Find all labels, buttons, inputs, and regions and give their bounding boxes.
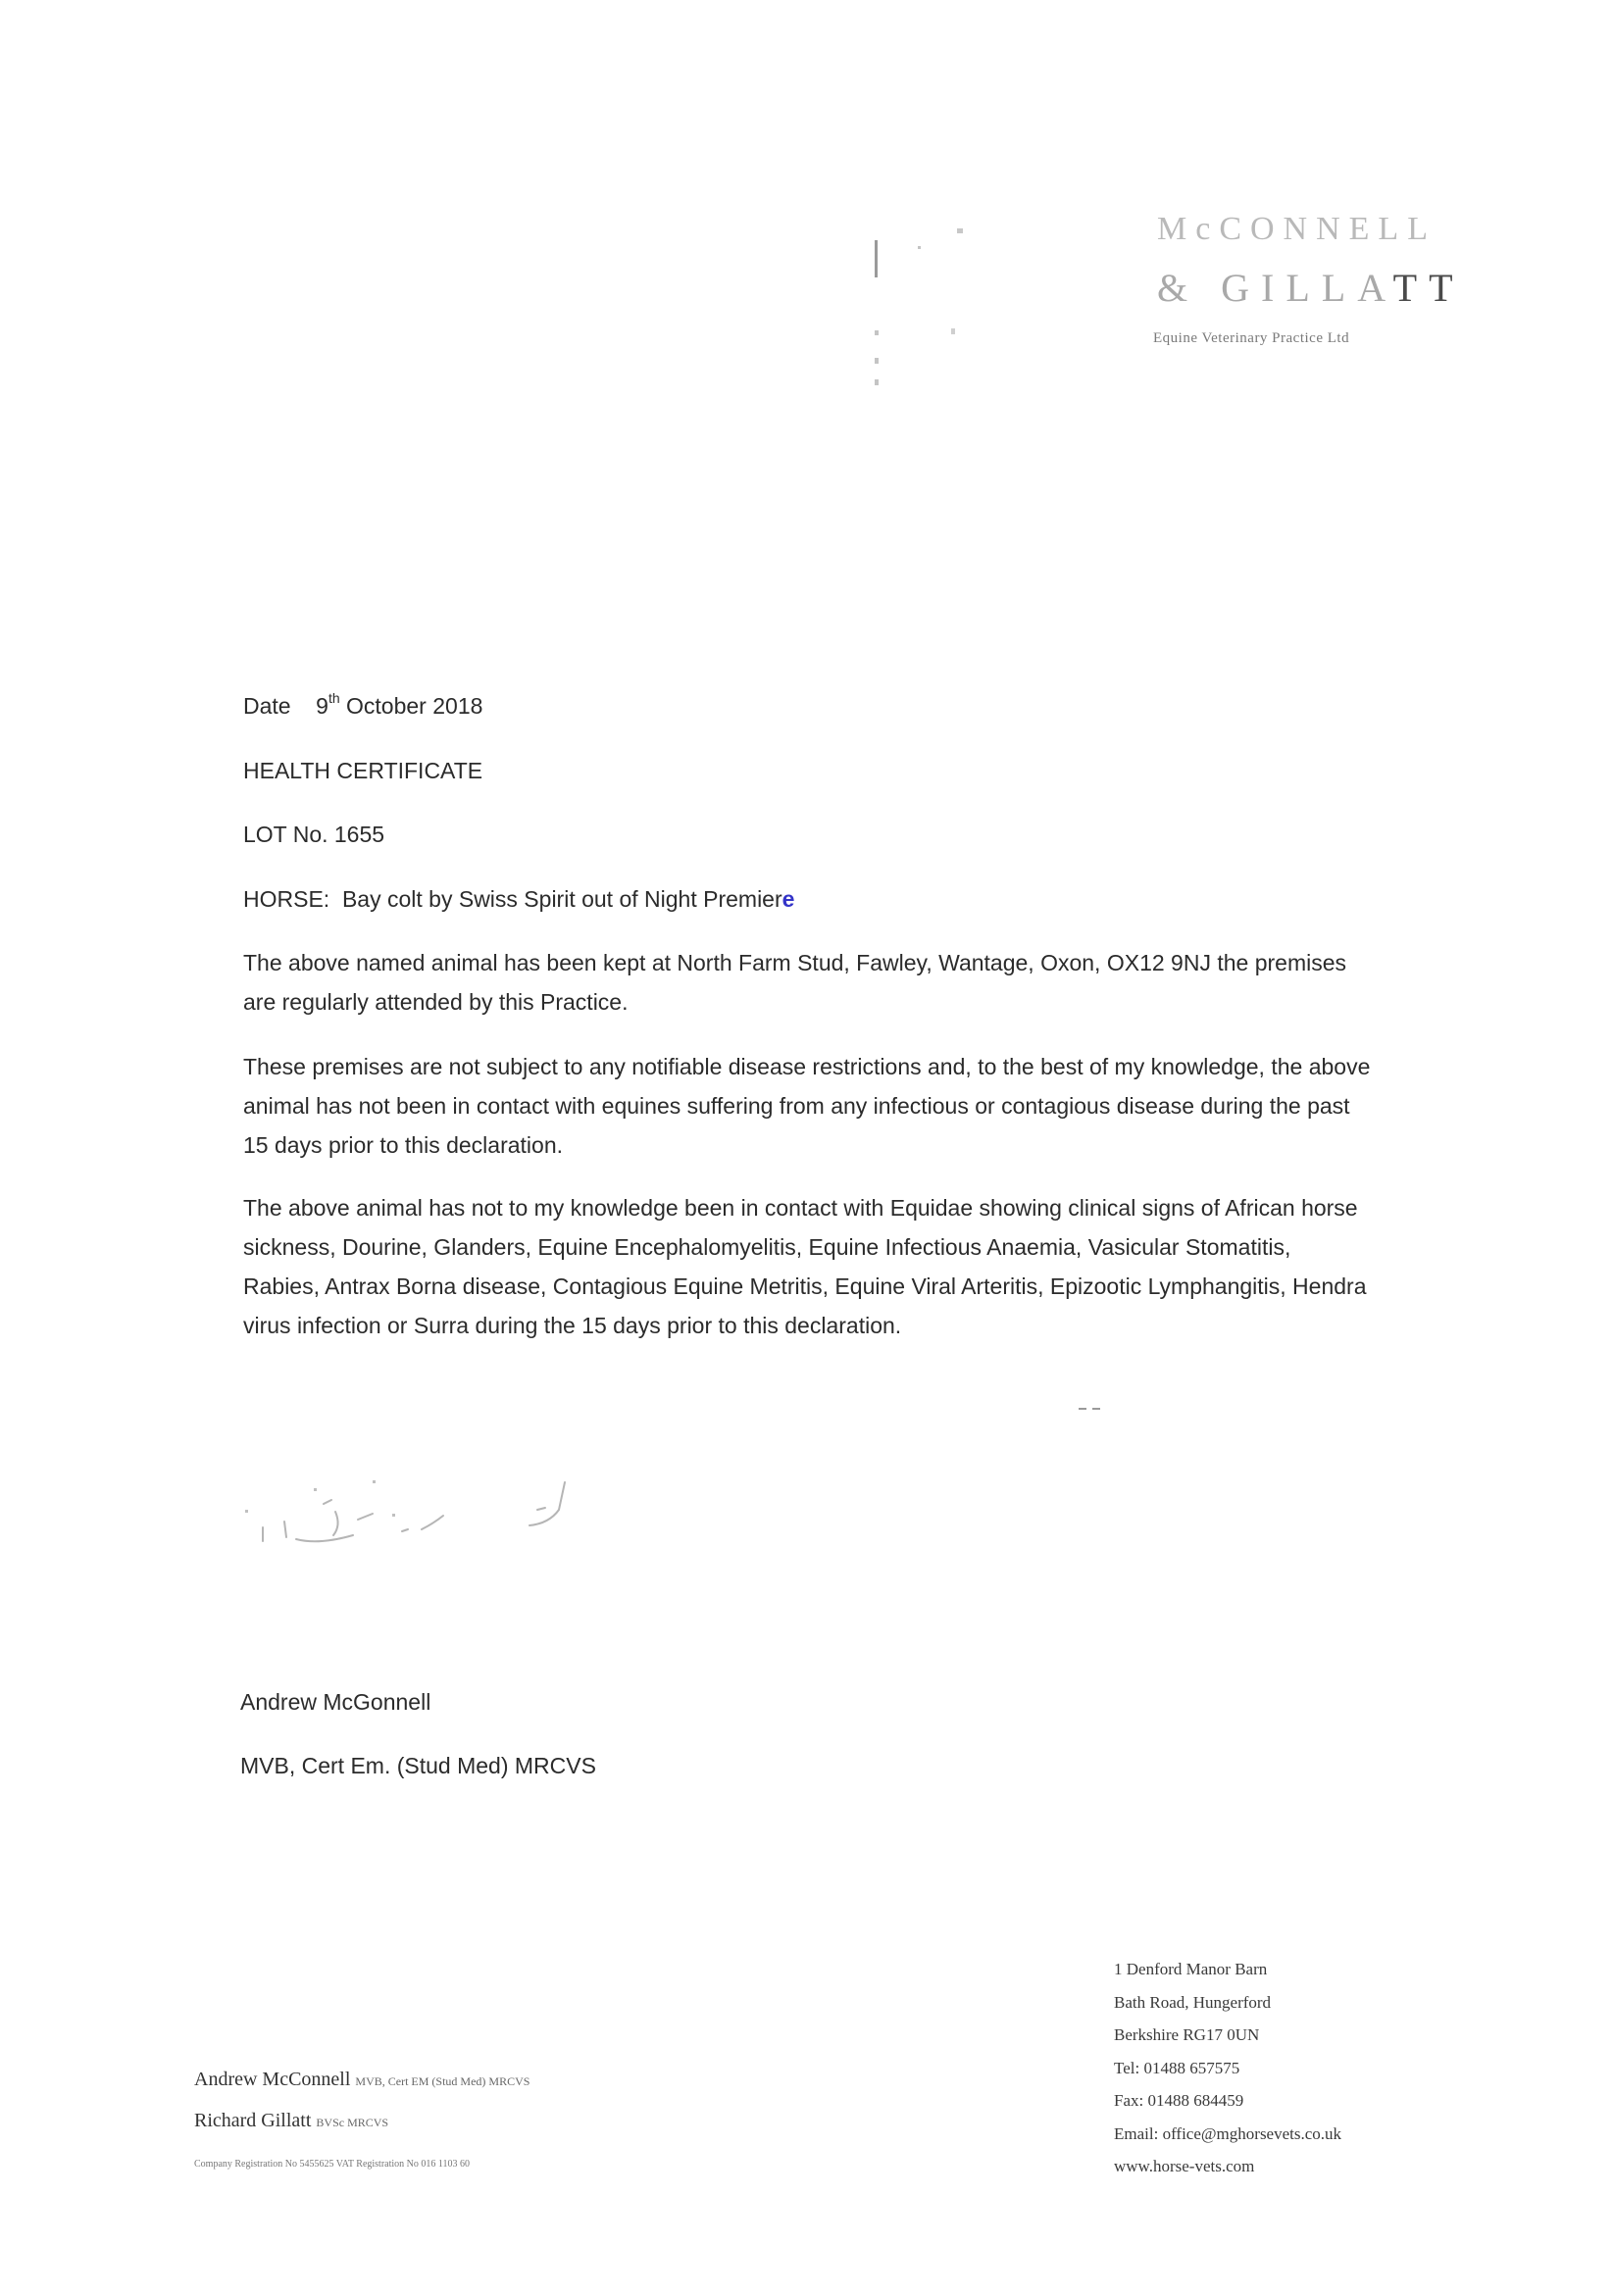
paragraph-premises: The above named animal has been kept at North Farm Stud, Fawley, Wantage, Oxon, OX12 9NJ the premises are regularly attended by this Practice. <box>243 950 1347 1015</box>
date-suffix: th <box>328 690 340 706</box>
website-line: www.horse-vets.com <box>1114 2157 1255 2175</box>
logo-tagline: Equine Veterinary Practice Ltd <box>1153 330 1350 346</box>
signature-icon <box>226 1471 686 1578</box>
paragraph-restrictions: These premises are not subject to any notifiable disease restrictions and, to the best of my knowledge, the above animal has not been in contact with equines suffering from any infectious or contagious disease during the past 15 days prior to this declaration. <box>243 1054 1371 1158</box>
certificate-heading: HEALTH CERTIFICATE <box>243 758 483 783</box>
footer-partner-2-quals: BVSc MRCVS <box>316 2116 389 2129</box>
footer-partner-1-name: Andrew McConnell <box>194 2069 351 2090</box>
email-line: Email: office@mghorsevets.co.uk <box>1114 2123 1342 2143</box>
logo-name-line-2-strong: TT <box>1392 266 1465 310</box>
footer-partner-1-quals: MVB, Cert EM (Stud Med) MRCVS <box>355 2074 530 2088</box>
footer-address-block <box>1114 1953 1341 2183</box>
logo-name-line-1: McCONNELL <box>1157 211 1437 247</box>
fax-line: Fax: 01488 684459 <box>1114 2091 1244 2110</box>
horse-description-last-letter: e <box>781 886 795 912</box>
horse-description: Bay colt by Swiss Spirit out of Night Premier <box>341 886 782 912</box>
lot-number: LOT No. 1655 <box>243 822 385 847</box>
address-line: Berkshire RG17 0UN <box>1114 2025 1260 2044</box>
footer-partner-2 <box>194 2110 388 2132</box>
horse-line <box>243 879 794 919</box>
date-rest: October 2018 <box>346 693 483 719</box>
signatory-qualifications: MVB, Cert Em. (Stud Med) MRCVS <box>240 1753 596 1778</box>
horse-label: HORSE: <box>243 886 330 912</box>
footer-partner-1 <box>194 2069 529 2091</box>
footer-registration: Company Registration No 5455625 VAT Registration No 016 1103 60 <box>194 2159 471 2170</box>
address-line: Bath Road, Hungerford <box>1114 1992 1272 2012</box>
signatory-name: Andrew McGonnell <box>240 1689 431 1715</box>
date-label: Date <box>243 693 291 719</box>
date-line <box>243 686 482 728</box>
mark-ticks-icon <box>1077 1404 1106 1414</box>
address-line: 1 Denford Manor Barn <box>1114 1960 1268 1978</box>
date-day: 9 <box>316 693 328 719</box>
logo-name-line-2-faint: & GILLA <box>1157 266 1393 310</box>
footer-partner-2-name: Richard Gillatt <box>194 2110 312 2131</box>
logo-name-line-2 <box>1157 265 1465 311</box>
phone-line: Tel: 01488 657575 <box>1114 2058 1240 2077</box>
paragraph-disease-contact: The above animal has not to my knowledge been in contact with Equidae showing clinical signs of African horse sickness, Dourine, Glanders, Equine Encephalomyelitis, Equine Infectious Anaemia, Vasicular Stomatitis, Rabies, Antrax Borna disease, Contagious Equine Metritis, Equine Viral Arteritis, Epizootic Lymphangitis, Hendra virus infection or Surra during the 15 days prior to this declaration. <box>243 1195 1367 1338</box>
practice-logo-mark-icon <box>863 221 981 397</box>
